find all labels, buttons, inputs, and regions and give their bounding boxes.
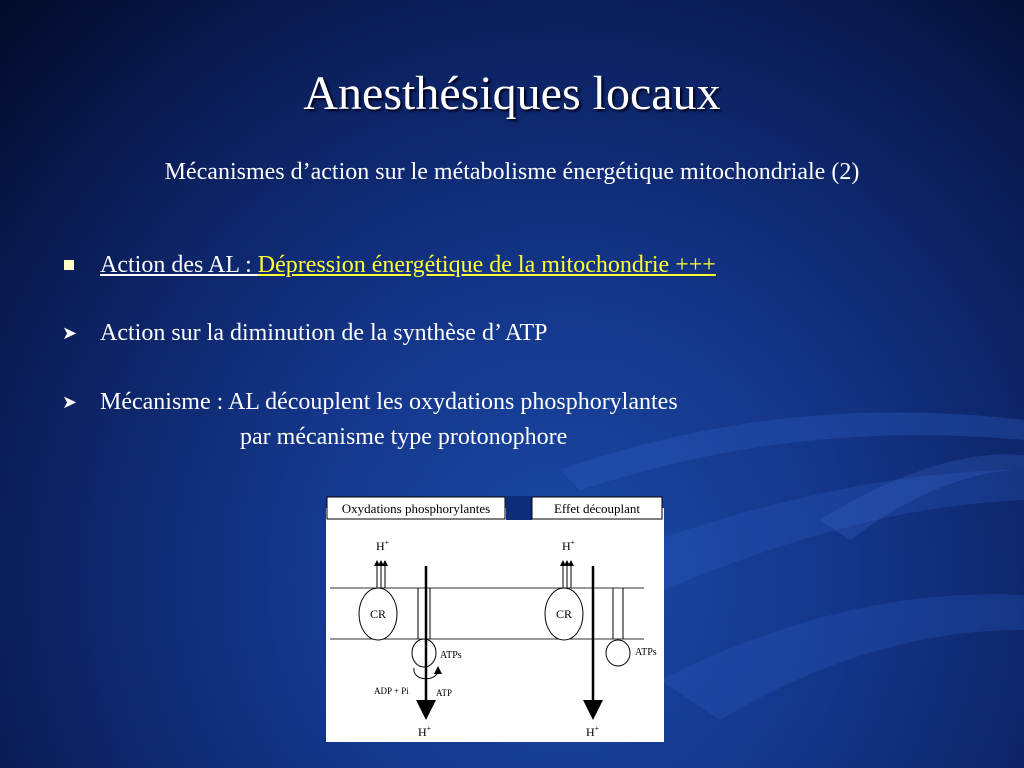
bullet-main-highlight: Dépression énergétique de la mitochondrie +++ (257, 252, 716, 278)
bullet-square-icon (64, 260, 74, 270)
bullet-main-prefix: Action des AL : (100, 252, 258, 278)
atps-head-left (412, 639, 436, 667)
bullet-main (100, 248, 716, 282)
cr-label-right: CR (555, 607, 573, 621)
panel-left-title: Oxydations phosphorylantes (341, 501, 491, 516)
adp-label: ADP + Pi (374, 686, 409, 696)
h-plus-top-right: H+ (562, 538, 576, 553)
bullet-item-2-line-2: par mécanisme type protonophore (240, 424, 568, 450)
atp-label: ATP (436, 688, 453, 698)
h-plus-top-left: H+ (376, 538, 390, 553)
slide-title: Anesthésiques locaux (303, 67, 721, 120)
slide-subtitle: Mécanismes d’action sur le métabolisme énergétique mitochondriale (2) (164, 159, 860, 185)
atps-label-left: ATPs (440, 650, 462, 661)
bullet-arrow-icon: ➤ (62, 323, 78, 343)
header-notch (506, 496, 532, 520)
h-plus-bottom-left: H+ (418, 724, 432, 739)
cr-label-left: CR (369, 607, 387, 621)
atps-head-right (606, 640, 630, 666)
atps-label-right: ATPs (635, 647, 657, 658)
bullet-arrow-icon: ➤ (62, 392, 78, 412)
mitochondria-diagram (326, 496, 664, 742)
bullet-item-1: Action sur la diminution de la synthèse d’ ATP (100, 320, 548, 346)
panel-right-title: Effet découplant (553, 501, 641, 516)
bullet-item-2-line-1: Mécanisme : AL découplent les oxydations phosphorylantes (100, 389, 678, 415)
h-plus-bottom-right: H+ (586, 724, 600, 739)
